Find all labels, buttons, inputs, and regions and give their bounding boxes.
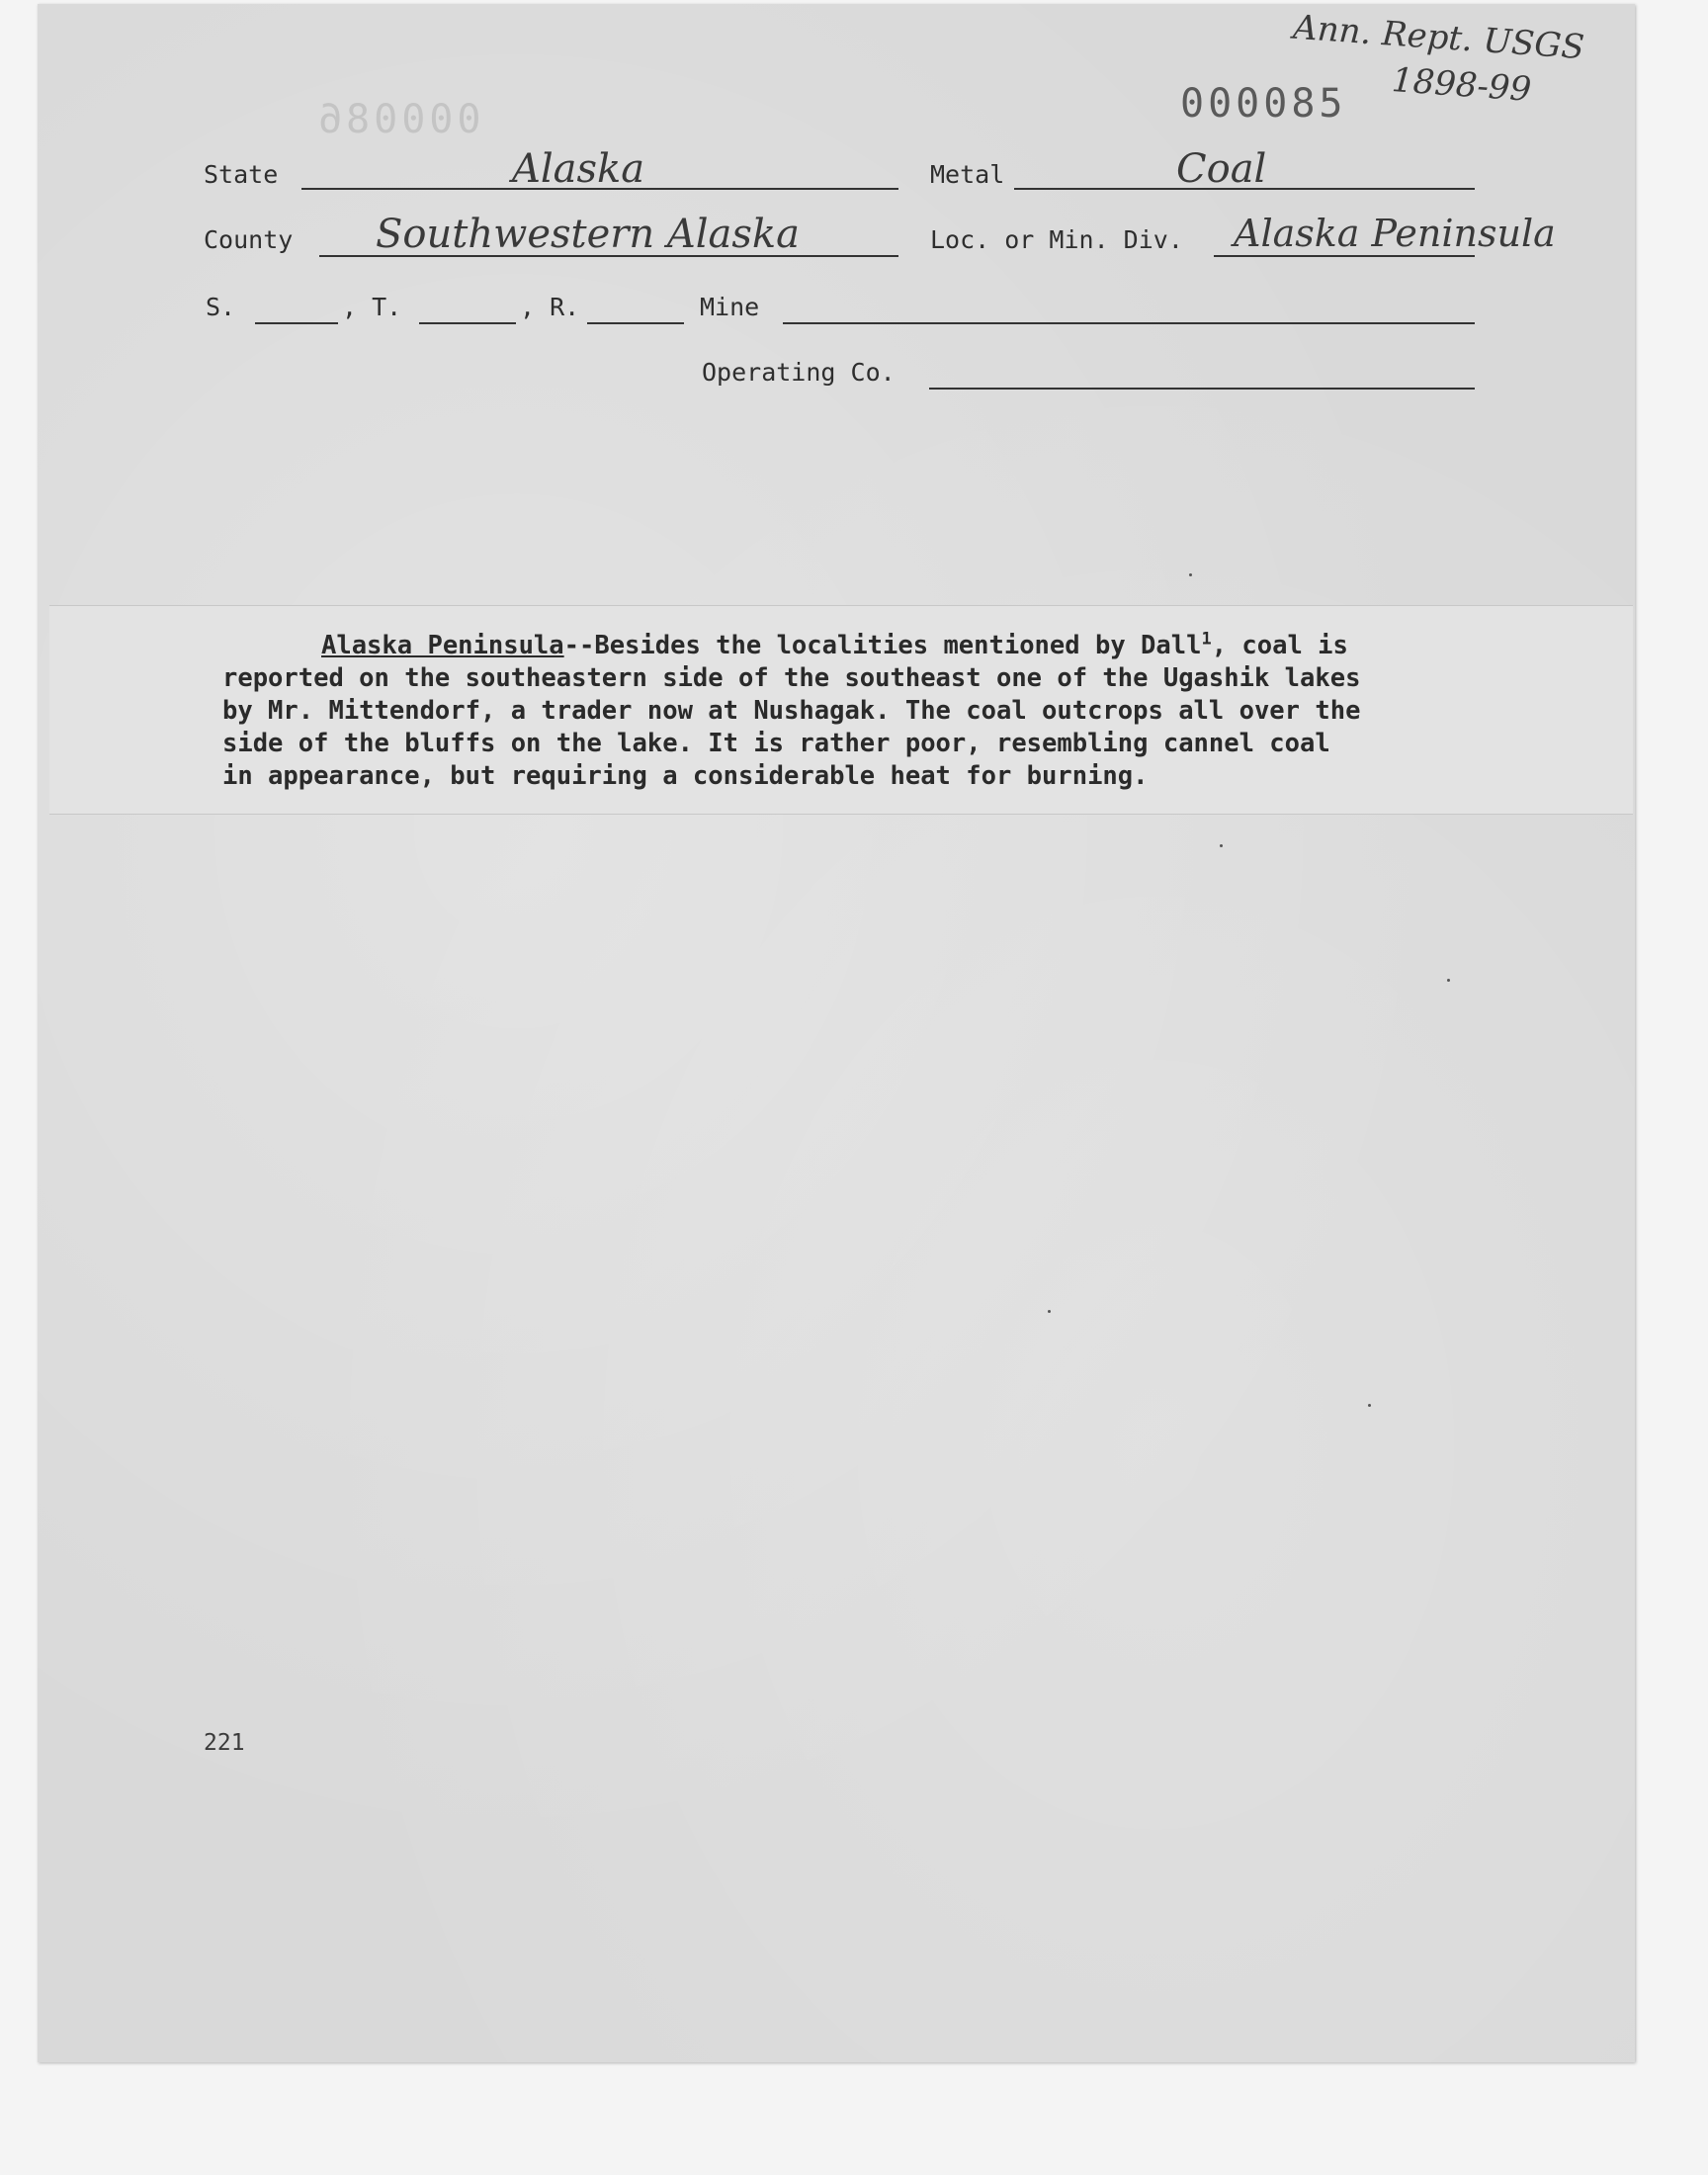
range-label: , R. [520,293,580,321]
township-label: , T. [342,293,402,321]
paragraph-line-3: by Mr. Mittendorf, a trader now at Nushagak. The coal outcrops all over the [222,696,1361,726]
speck [1048,1310,1051,1313]
loc-line [1214,255,1475,257]
serial-number: 000085 [1180,81,1347,127]
county-value[interactable]: Southwestern Alaska [376,212,801,257]
annotation-line2: 1898-99 [1390,60,1533,110]
section-label: S. [206,293,236,321]
paragraph-line-1: Alaska Peninsula--Besides the localities mentioned by Dall$^1$, coal is [321,629,1348,660]
county-label: County [204,225,294,254]
mine-label: Mine [700,293,760,321]
paragraph-line-5: in appearance, but requiring a considerable heat for burning. [222,761,1149,791]
township-line[interactable] [419,322,516,324]
document-sheet [38,4,1635,2062]
paragraph-line-4: side of the bluffs on the lake. It is rather poor, resembling cannel coal [222,729,1330,758]
section-line[interactable] [255,322,338,324]
paragraph-heading: Alaska Peninsula [321,631,564,660]
footnote-mark: 1 [1201,629,1212,650]
operating-co-line[interactable] [929,388,1475,390]
paragraph-line-2: reported on the southeastern side of the southeast one of the Ugashik lakes [222,663,1361,693]
range-line[interactable] [587,322,684,324]
state-value[interactable]: Alaska [512,146,645,192]
metal-label: Metal [930,160,1005,189]
speck [1447,979,1450,982]
operating-co-label: Operating Co. [702,358,896,387]
speck [1220,844,1223,847]
mine-line[interactable] [783,322,1475,324]
state-label: State [204,160,279,189]
ghost-serial-number: 000086 [314,97,481,142]
speck [1368,1404,1371,1407]
loc-value[interactable]: Alaska Peninsula [1234,212,1556,255]
loc-label: Loc. or Min. Div. [930,225,1183,254]
metal-value[interactable]: Coal [1176,146,1267,192]
body-paragraph [222,630,1507,793]
page-number: 221 [204,1730,245,1756]
annotation-line1: Ann. Rept. USGS [1291,7,1586,68]
speck [1189,573,1192,576]
